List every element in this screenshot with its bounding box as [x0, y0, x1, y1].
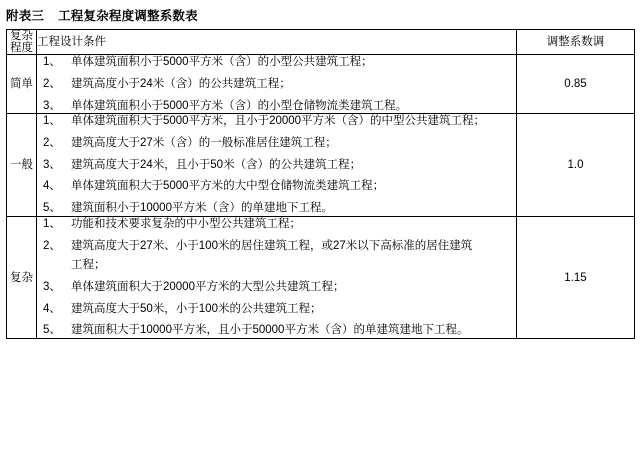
header-condition: 工程设计条件: [37, 30, 517, 55]
header-level: 复杂程度: [7, 30, 37, 55]
table-row: [7, 55, 635, 114]
table-header-row: [7, 30, 635, 55]
list-item: 2、 建筑高度大于27米、小于100米的居住建筑工程，或27米以下高标准的居住建筑 工程；: [43, 239, 473, 272]
list-item: 4、 单体建筑面积大于5000平方米的大中型仓储物流类建筑工程；: [43, 180, 385, 193]
row-conditions-general: [37, 114, 517, 217]
list-item: 3、 单体建筑面积大于20000平方米的大型公共建筑工程；: [43, 281, 345, 294]
table-row: [7, 216, 635, 338]
list-item: 3、 建筑高度大于24米，且小于50米（含）的公共建筑工程；: [43, 158, 362, 171]
list-item: 5、 建筑面积大于10000平方米，且小于50000平方米（含）的单建筑建地下工程。: [43, 324, 469, 337]
list-item: 1、 单体建筑面积大于5000平方米，且小于20000平方米（含）的中型公共建筑工程；: [43, 115, 486, 128]
table-row: [7, 114, 635, 217]
list-item: 3、 单体建筑面积小于5000平方米（含）的小型仓储物流类建筑工程。: [43, 99, 408, 112]
list-item: 4、 建筑高度大于50米，小于100米的公共建筑工程；: [43, 302, 322, 315]
complexity-coefficient-table: [6, 29, 635, 339]
row-coefficient-simple: 0.85: [517, 55, 635, 114]
row-conditions-complex: [37, 216, 517, 338]
header-coefficient: 调整系数调: [517, 30, 635, 55]
row-coefficient-general: 1.0: [517, 114, 635, 217]
list-item: 1、 功能和技术要求复杂的中小型公共建筑工程；: [43, 217, 301, 230]
page-title: [0, 0, 640, 29]
page-title-label: 附表三: [6, 9, 45, 23]
row-conditions-simple: [37, 55, 517, 114]
list-item: 2、 建筑高度大于27米（含）的一般标准居住建筑工程；: [43, 137, 337, 149]
page-title-text: 工程复杂程度调整系数表: [58, 9, 198, 23]
row-level-simple: 简单: [7, 55, 37, 114]
list-item: 2、 建筑高度小于24米（含）的公共建筑工程；: [43, 77, 291, 90]
list-item: 1、 单体建筑面积小于5000平方米（含）的小型公共建筑工程；: [43, 56, 373, 69]
row-level-complex: 复杂: [7, 216, 37, 338]
row-coefficient-complex: 1.15: [517, 216, 635, 338]
list-item: 5、 建筑面积小于10000平方米（含）的单建地下工程。: [43, 202, 333, 215]
row-level-general: 一般: [7, 114, 37, 217]
